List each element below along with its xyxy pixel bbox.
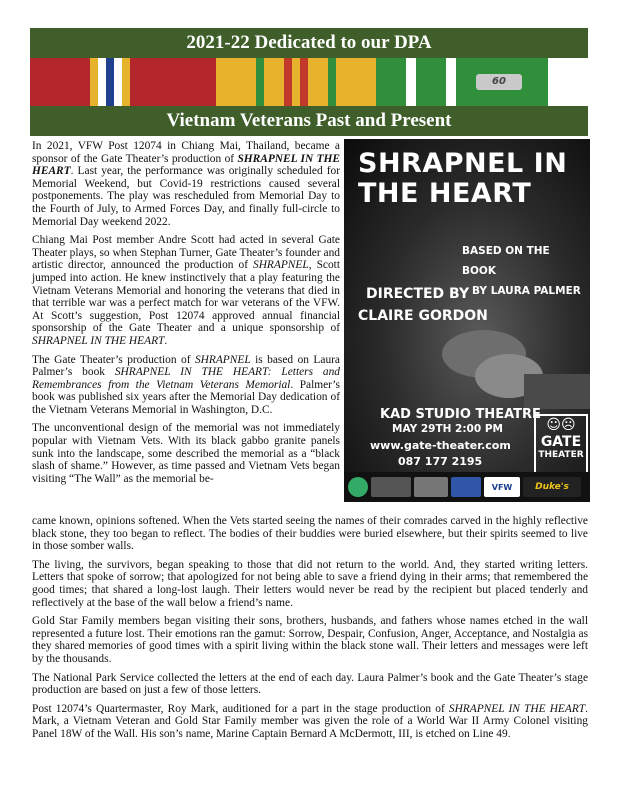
gate-logo-line-2: THEATER <box>538 450 584 460</box>
sponsor-logo-icon <box>451 477 481 497</box>
ribbon-stripe <box>264 58 284 106</box>
article-column <box>32 140 340 485</box>
text-run: The unconventional design of the memorial was not immediately popular with Vietnam Vets. With its black gabbo granite panels sunk into the landscape, some described the memorial as a “black slash of shame.” However, as time passed and Vietnam Vets began visiting “The Wall” as the memorial be- <box>32 422 340 485</box>
poster-title: SHRAPNEL IN THE HEART <box>358 148 568 209</box>
text-run: , Scott jumped into action. He knew instinctively that a play featuring the Vietnam Veterans Memorial and honoring the veterans that died in that terrible war was a perfect match for war veterans of the VFW. At Scott’s suggestion, Post 12074 approved annual financial sponsorship of the Gate Theater and a unique sponsorship of <box>32 259 340 335</box>
ribbon-60-badge: 60 <box>476 74 522 90</box>
ribbon-stripe <box>30 58 90 106</box>
poster-director <box>358 283 488 327</box>
paragraph-8 <box>32 703 588 741</box>
ribbon-stripe <box>308 58 328 106</box>
theater-masks-icon: ☺☹ <box>546 417 576 433</box>
directed-line-1: DIRECTED BY <box>366 286 470 302</box>
paragraph-3 <box>32 354 340 417</box>
ribbon-stripe <box>256 58 264 106</box>
ribbon-stripe <box>406 58 416 106</box>
ribbon-stripe <box>336 58 376 106</box>
sponsor-logo-emblem-icon <box>348 477 368 497</box>
text-run: In 2021, VFW Post 12074 in Chiang Mai, Thailand, became a sponsor of the Gate Theater’s production of <box>32 140 340 165</box>
play-title: SHRAPNEL <box>253 259 309 272</box>
gate-logo-line-1: GATE <box>540 434 582 450</box>
text-run: . <box>164 334 168 347</box>
poster-website: www.gate-theater.com <box>370 439 511 452</box>
service-ribbon <box>30 58 588 106</box>
play-title: SHRAPNEL IN THE HEART <box>448 702 586 715</box>
ribbon-stripe <box>446 58 456 106</box>
text-run: The Gate Theater’s production of <box>32 353 195 366</box>
paragraph-4-start <box>32 422 340 485</box>
ribbon-stripe <box>216 58 256 106</box>
ribbon-stripe <box>416 58 446 106</box>
paragraph-4-end <box>32 515 588 553</box>
header-title-band <box>30 28 588 58</box>
text-run: is based on Laura Palmer’s book <box>32 353 340 379</box>
paragraph-2 <box>32 234 340 347</box>
ribbon-stripe <box>300 58 308 106</box>
ribbon-stripe <box>292 58 300 106</box>
paragraph-6: Gold Star Family members began visiting their sons, brothers, husbands, and fathers whose names etched in the wall represented a future lost. Their emotions ran the gamut: Sorrow, Despair, Confusion, Anger, Acceptance, and Nostalgia as they shared memories of good times with a spirit living within the black stone wall. Their letters and messages were left by the thousands. <box>32 615 588 665</box>
ribbon-stripe <box>456 58 548 106</box>
play-title: SHRAPNEL <box>194 353 251 366</box>
ribbon-stripe <box>376 58 406 106</box>
based-line-1: BASED ON THE BOOK <box>462 245 550 277</box>
article-full-width <box>32 515 588 747</box>
vfw-logo: VFW <box>484 477 520 497</box>
based-line-2: BY LAURA PALMER <box>472 285 581 297</box>
soldier-illustration <box>414 314 590 409</box>
header-subtitle: Vietnam Veterans Past and Present <box>166 110 452 131</box>
text-run: Post 12074’s Quartermaster, Roy Mark, auditioned for a part in the stage production of <box>32 702 449 715</box>
ribbon-stripe <box>90 58 98 106</box>
ribbon-stripe <box>98 58 106 106</box>
text-run: . Last year, the performance was originally scheduled for Memorial Weekend, but Covid-19 restrictions caused several postponements. The play was rescheduled from Memorial Day to the Fourth of July, to Armed Forces Day, and finally full-circle to Memorial Day weekend 2022. <box>32 165 340 228</box>
ribbon-stripe <box>106 58 114 106</box>
ribbon-stripe <box>284 58 292 106</box>
shoulder-shape <box>524 374 590 409</box>
text-run: . Palmer’s book was published six years after the Memorial Day dedication of the Vietnam Veterans Memorial in Washington, D.C. <box>32 378 340 416</box>
book-title: SHRAPNEL IN THE HEART: Letters and Remembrances from the Vietnam Veterans Memorial <box>32 366 340 391</box>
play-title: SHRAPNEL IN THE HEART <box>32 152 340 178</box>
gate-theater-logo <box>534 414 588 474</box>
poster-date: MAY 29TH 2:00 PM <box>392 423 503 435</box>
paragraph-1 <box>32 140 340 228</box>
header-subtitle-band <box>30 106 588 136</box>
paragraph-7: The National Park Service collected the letters at the end of each day. Laura Palmer’s book and the Gate Theater’s stage production are based on just a few of those letters. <box>32 671 588 697</box>
dukes-logo: Duke's <box>523 477 581 497</box>
text-run: came known, opinions softened. When the Vets started seeing the names of their comrades carved in the highly reflective black stone, they too began to reflect. The bodies of their buddies were buried elsewhere, but their spirits seemed to live in those somber walls. <box>32 515 588 553</box>
directed-line-2: CLAIRE GORDON <box>358 308 488 324</box>
poster-phone: 087 177 2195 <box>398 455 483 468</box>
paragraph-5: The living, the survivors, began speaking to those that did not return to the world. And, they started writing letters. Letters that spoke of sorrow; that apologized for not being able to save a friend dying in their arms; that remembered the good times; that shared a long-lost laugh. Their letters would never be read by the recipient but placed tenderly and reflectively at the base of the wall below a friend’s name. <box>32 558 588 609</box>
poster-venue: KAD STUDIO THEATRE <box>380 407 541 422</box>
header-title: 2021-22 Dedicated to our DPA <box>186 32 432 53</box>
sponsor-logo-icon <box>414 477 448 497</box>
sponsor-logos <box>344 472 590 502</box>
ribbon-stripe <box>328 58 336 106</box>
ribbon-stripe <box>114 58 122 106</box>
play-poster <box>344 139 590 502</box>
text-run: . Mark, a Vietnam Veteran and Gold Star Family member was given the role of a World War II Army Colonel visiting Panel 18W of the Wall. His son’s name, Marine Captain Bernard A McDermott, III, is etched on Line 49. <box>32 702 588 740</box>
play-title: SHRAPNEL IN THE HEART <box>32 334 165 347</box>
text-run: Chiang Mai Post member Andre Scott had acted in several Gate Theater plays, so when Stephan Turner, Gate Theater’s founder and artistic director, announced the production of <box>32 234 340 272</box>
sponsor-logo-icon <box>371 477 411 497</box>
ribbon-stripe <box>122 58 130 106</box>
ribbon-stripe <box>130 58 216 106</box>
